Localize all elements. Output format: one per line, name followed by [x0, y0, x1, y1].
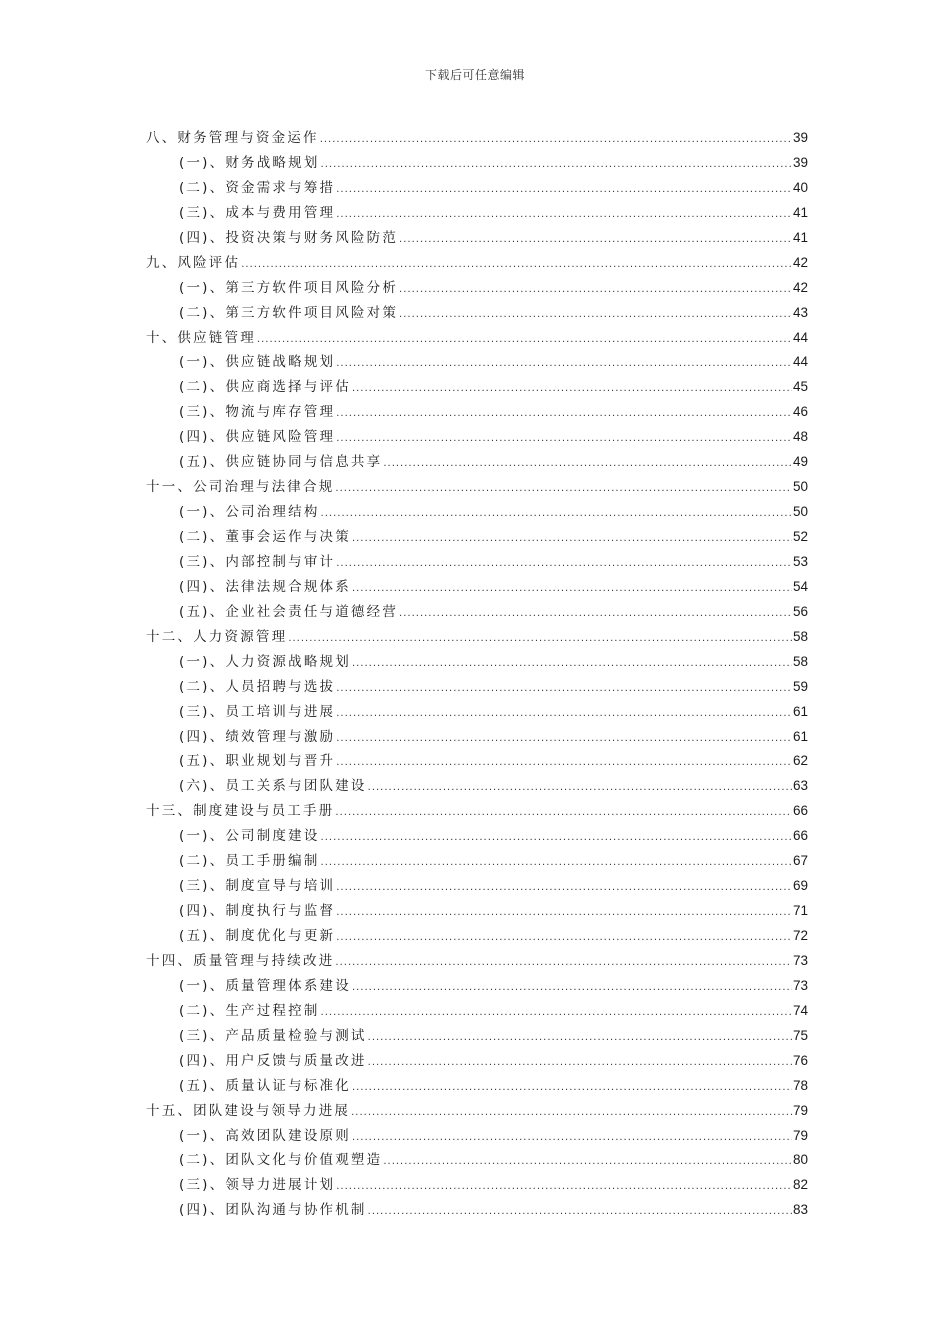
toc-section-entry[interactable]: [146, 201, 808, 226]
toc-chapter-entry[interactable]: [146, 799, 808, 824]
toc-chapter-entry[interactable]: [146, 625, 808, 650]
toc-entry-title: 十五、团队建设与领导力进展: [146, 1102, 351, 1119]
toc-entry-title: (二)、资金需求与筹措: [179, 179, 336, 196]
toc-dot-leader: [335, 801, 792, 826]
toc-dot-leader: [288, 627, 792, 652]
toc-section-entry[interactable]: [146, 301, 808, 326]
toc-section-entry[interactable]: [146, 999, 808, 1024]
toc-entry-title: (三)、物流与库存管理: [179, 404, 336, 421]
toc-entry-title: 十一、公司治理与法律合规: [146, 479, 335, 496]
toc-dot-leader: [336, 926, 792, 951]
toc-section-entry[interactable]: [146, 824, 808, 849]
toc-page-number: 82: [792, 1177, 808, 1193]
toc-dot-leader: [335, 951, 792, 976]
toc-dot-leader: [368, 776, 792, 801]
toc-page-number: 73: [792, 977, 808, 993]
toc-page-number: 50: [792, 479, 808, 495]
toc-entry-title: (二)、团队文化与价值观塑造: [179, 1152, 383, 1169]
toc-entry-title: 八、财务管理与资金运作: [146, 130, 319, 146]
toc-dot-leader: [321, 851, 792, 876]
toc-entry-title: (一)、供应链战略规划: [179, 354, 336, 371]
toc-page-number: 45: [792, 379, 808, 395]
toc-section-entry[interactable]: [146, 400, 808, 425]
toc-page-number: 49: [792, 454, 808, 470]
toc-page-number: 48: [792, 429, 808, 445]
toc-page-number: 43: [792, 304, 808, 320]
toc-dot-leader: [336, 751, 792, 776]
toc-page-number: 74: [792, 1002, 808, 1018]
toc-dot-leader: [399, 303, 792, 328]
toc-section-entry[interactable]: [146, 774, 808, 799]
toc-entry-title: (三)、员工培训与进展: [179, 703, 336, 720]
toc-page-number: 66: [792, 828, 808, 844]
toc-section-entry[interactable]: [146, 874, 808, 899]
toc-section-entry[interactable]: [146, 1173, 808, 1198]
toc-chapter-entry[interactable]: [146, 1099, 808, 1124]
toc-section-entry[interactable]: [146, 525, 808, 550]
toc-entry-title: (五)、供应链协同与信息共享: [179, 454, 383, 471]
toc-page-number: 42: [792, 254, 808, 270]
toc-dot-leader: [352, 976, 792, 1001]
toc-section-entry[interactable]: [146, 700, 808, 725]
toc-dot-leader: [336, 178, 792, 203]
page-header: 下载后可任意编辑: [424, 68, 525, 82]
toc-entry-title: (三)、产品质量检验与测试: [179, 1027, 367, 1044]
toc-entry-title: (一)、质量管理体系建设: [179, 977, 351, 994]
toc-entry-title: (一)、高效团队建设原则: [179, 1127, 351, 1144]
toc-dot-leader: [352, 377, 792, 402]
table-of-contents: [146, 126, 808, 1223]
toc-page-number: 53: [792, 553, 808, 569]
toc-page-number: 41: [792, 204, 808, 220]
toc-entry-title: (三)、制度宣导与培训: [179, 878, 336, 895]
toc-section-entry[interactable]: [146, 151, 808, 176]
toc-dot-leader: [399, 278, 792, 303]
toc-section-entry[interactable]: [146, 675, 808, 700]
toc-section-entry[interactable]: [146, 500, 808, 525]
toc-section-entry[interactable]: [146, 1124, 808, 1149]
toc-dot-leader: [321, 502, 792, 527]
toc-dot-leader: [352, 1076, 792, 1101]
toc-page-number: 71: [792, 903, 808, 919]
toc-page-number: 50: [792, 504, 808, 520]
toc-entry-title: (一)、财务战略规划: [179, 154, 320, 171]
toc-entry-title: (二)、人员招聘与选拔: [179, 678, 336, 695]
toc-page-number: 44: [792, 329, 808, 345]
toc-entry-title: 十四、质量管理与持续改进: [146, 952, 335, 969]
toc-entry-title: (一)、人力资源战略规划: [179, 653, 351, 670]
toc-dot-leader: [399, 602, 792, 627]
toc-page-number: 83: [792, 1202, 808, 1218]
toc-chapter-entry[interactable]: [146, 326, 808, 351]
toc-page-number: 56: [792, 603, 808, 619]
toc-section-entry[interactable]: [146, 350, 808, 375]
toc-dot-leader: [352, 1126, 792, 1151]
toc-section-entry[interactable]: [146, 749, 808, 774]
toc-page-number: 67: [792, 853, 808, 869]
toc-dot-leader: [336, 427, 792, 452]
toc-entry-title: (五)、企业社会责任与道德经营: [179, 603, 399, 620]
toc-chapter-entry[interactable]: [146, 251, 808, 276]
toc-entry-title: (五)、制度优化与更新: [179, 928, 336, 944]
toc-page-number: 63: [792, 778, 808, 794]
toc-page-number: 44: [792, 354, 808, 370]
toc-section-entry[interactable]: [146, 1049, 808, 1074]
toc-dot-leader: [336, 677, 792, 702]
toc-page-number: 62: [792, 753, 808, 769]
toc-section-entry[interactable]: [146, 550, 808, 575]
toc-entry-title: (四)、法律法规合规体系: [179, 578, 351, 595]
toc-page-number: 40: [792, 179, 808, 195]
toc-entry-title: (三)、成本与费用管理: [179, 204, 336, 221]
toc-dot-leader: [352, 577, 792, 602]
toc-dot-leader: [336, 1175, 792, 1200]
toc-section-entry[interactable]: [146, 375, 808, 400]
toc-entry-title: (二)、第三方软件项目风险对策: [179, 304, 399, 321]
toc-dot-leader: [336, 352, 792, 377]
toc-page-number: 39: [792, 154, 808, 170]
toc-section-entry[interactable]: [146, 1148, 808, 1173]
toc-section-entry[interactable]: [146, 600, 808, 625]
toc-entry-title: (二)、生产过程控制: [179, 1002, 320, 1019]
toc-page-number: 61: [792, 728, 808, 744]
toc-dot-leader: [336, 727, 792, 752]
toc-section-entry[interactable]: [146, 899, 808, 924]
toc-entry-title: (六)、员工关系与团队建设: [179, 778, 367, 795]
toc-page-number: 46: [792, 404, 808, 420]
toc-section-entry[interactable]: [146, 425, 808, 450]
toc-page-number: 41: [792, 229, 808, 245]
toc-chapter-entry[interactable]: [146, 126, 808, 151]
toc-entry-title: (四)、投资决策与财务风险防范: [179, 229, 399, 246]
toc-dot-leader: [336, 702, 792, 727]
toc-dot-leader: [336, 552, 792, 577]
toc-page-number: 75: [792, 1027, 808, 1043]
toc-section-entry[interactable]: [146, 226, 808, 251]
toc-entry-title: 十二、人力资源管理: [146, 628, 288, 645]
toc-dot-leader: [368, 1051, 792, 1076]
toc-dot-leader: [321, 1001, 792, 1026]
toc-dot-leader: [320, 128, 792, 153]
toc-entry-title: (二)、员工手册编制: [179, 853, 320, 870]
toc-page-number: 42: [792, 279, 808, 295]
toc-dot-leader: [321, 153, 792, 178]
toc-section-entry[interactable]: [146, 176, 808, 201]
toc-dot-leader: [383, 452, 792, 477]
toc-dot-leader: [336, 876, 792, 901]
toc-section-entry[interactable]: [146, 924, 808, 949]
toc-entry-title: 九、风险评估: [146, 254, 241, 271]
toc-section-entry[interactable]: [146, 650, 808, 675]
toc-section-entry[interactable]: [146, 276, 808, 301]
toc-page-number: 80: [792, 1152, 808, 1168]
toc-entry-title: (一)、公司制度建设: [179, 828, 320, 845]
toc-page-number: 58: [792, 653, 808, 669]
toc-entry-title: (五)、质量认证与标准化: [179, 1077, 351, 1094]
toc-page-number: 66: [792, 803, 808, 819]
toc-section-entry[interactable]: [146, 725, 808, 750]
toc-chapter-entry[interactable]: [146, 475, 808, 500]
toc-chapter-entry[interactable]: [146, 949, 808, 974]
toc-section-entry[interactable]: [146, 1198, 808, 1223]
toc-entry-title: (三)、内部控制与审计: [179, 553, 336, 570]
toc-section-entry[interactable]: [146, 1024, 808, 1049]
toc-entry-title: (四)、制度执行与监督: [179, 903, 336, 920]
toc-page-number: 78: [792, 1077, 808, 1093]
toc-page-number: 52: [792, 529, 808, 544]
toc-entry-title: (五)、职业规划与晋升: [179, 753, 336, 770]
toc-dot-leader: [336, 901, 792, 926]
toc-entry-title: 十三、制度建设与员工手册: [146, 803, 335, 820]
toc-dot-leader: [383, 1150, 792, 1175]
toc-dot-leader: [321, 826, 792, 851]
toc-entry-title: (一)、公司治理结构: [179, 504, 320, 521]
toc-entry-title: (四)、供应链风险管理: [179, 429, 336, 446]
toc-entry-title: (一)、第三方软件项目风险分析: [179, 279, 399, 296]
toc-page-number: 61: [792, 703, 808, 719]
toc-page-number: 72: [792, 928, 808, 943]
toc-page-number: 73: [792, 952, 808, 968]
toc-dot-leader: [368, 1200, 792, 1225]
toc-dot-leader: [352, 652, 792, 677]
toc-section-entry[interactable]: [146, 849, 808, 874]
toc-dot-leader: [336, 402, 792, 427]
toc-section-entry[interactable]: [146, 974, 808, 999]
toc-section-entry[interactable]: [146, 450, 808, 475]
toc-section-entry[interactable]: [146, 1074, 808, 1099]
toc-dot-leader: [257, 328, 792, 353]
toc-page-number: 79: [792, 1102, 808, 1118]
toc-page-number: 59: [792, 678, 808, 694]
toc-entry-title: (二)、董事会运作与决策: [179, 529, 351, 545]
toc-entry-title: 十、供应链管理: [146, 329, 256, 346]
toc-page-number: 58: [792, 628, 808, 644]
toc-page-number: 39: [792, 130, 808, 145]
toc-page-number: 76: [792, 1052, 808, 1068]
toc-page-number: 79: [792, 1127, 808, 1143]
toc-entry-title: (四)、用户反馈与质量改进: [179, 1052, 367, 1069]
toc-dot-leader: [241, 253, 792, 278]
toc-dot-leader: [351, 1101, 792, 1126]
toc-entry-title: (三)、领导力进展计划: [179, 1177, 336, 1194]
toc-dot-leader: [335, 477, 792, 502]
toc-dot-leader: [368, 1026, 792, 1051]
toc-entry-title: (二)、供应商选择与评估: [179, 379, 351, 396]
toc-dot-leader: [399, 228, 792, 253]
toc-section-entry[interactable]: [146, 575, 808, 600]
toc-entry-title: (四)、绩效管理与激励: [179, 728, 336, 745]
toc-dot-leader: [336, 203, 792, 228]
toc-entry-title: (四)、团队沟通与协作机制: [179, 1202, 367, 1219]
toc-dot-leader: [352, 527, 792, 552]
toc-page-number: 54: [792, 578, 808, 594]
toc-page-number: 69: [792, 878, 808, 894]
